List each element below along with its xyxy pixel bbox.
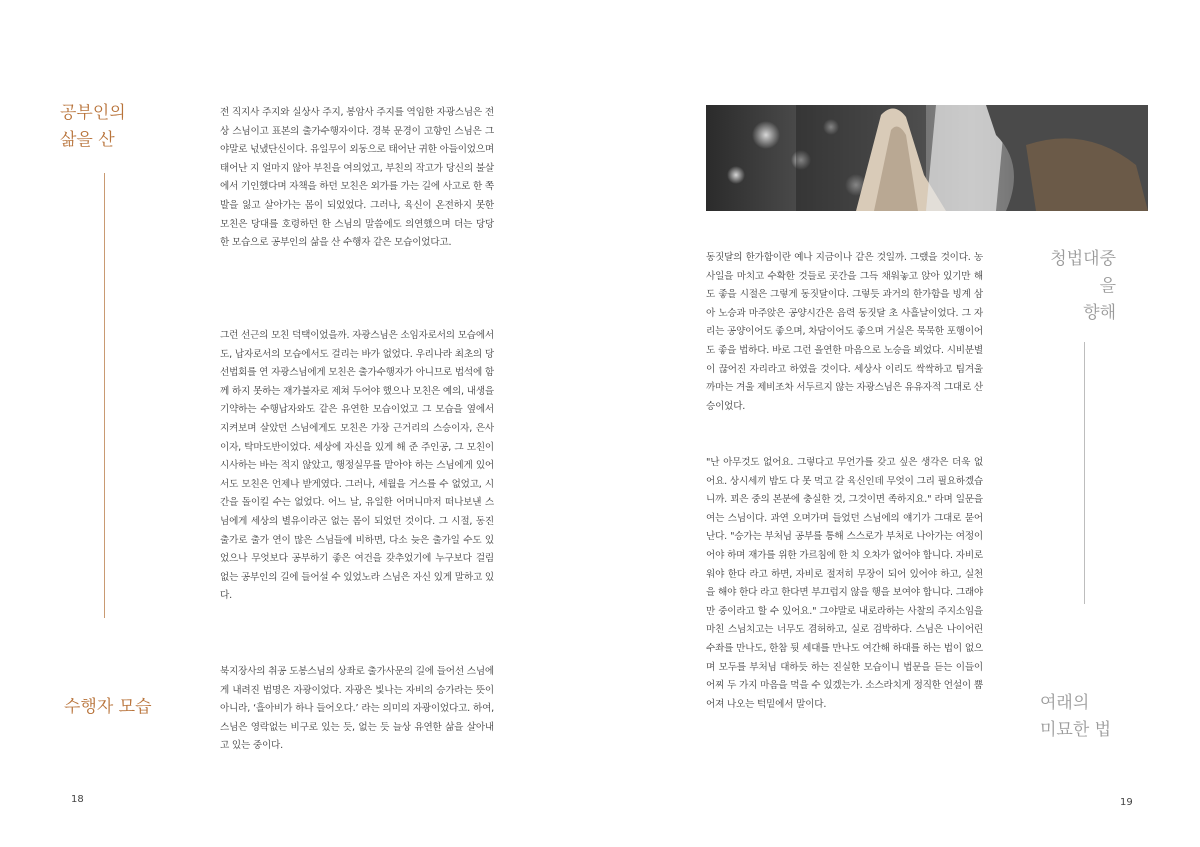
praying-hands-photo bbox=[706, 105, 1148, 211]
vertical-divider bbox=[1084, 342, 1085, 604]
section-title-bottom: 수행자 모습 bbox=[64, 697, 152, 717]
paragraph-2: 그런 선근의 모친 덕택이었을까. 자광스님은 소임자로서의 모습에서도, 납자로서의 모습에서도 걸리는 바가 없었다. 우리나라 최초의 당선법회를 연 자광스님에게 모친은 출가수행자가 아니므로 법석에 함께 하지 못하는 재가불자로 제쳐 두어야 했으나 모친은 예의, 내생을 기약하는 수행납자와도 같은 유연한 모습이었고 그 모습을 옆에서 지켜보며 살았던 스님에게도 모친은 가장 근거리의 스승이자, 은사이자, 탁마도반이었다. 세상에 자신을 있게 해 준 주인공, 그 모친이 시사하는 바는 적지 않았고, 행정실무를 맡아야 하는 스님에게 있어서도 모친은 언제나 받게였다. 그러나, 세월을 거스를 수 없었고, 시간을 돌이킬 수는 없었다. 어느 날, 유일한 어머니마저 떠나보낸 스님에게 세상의 별유이라곤 없는 몸이 되었던 것이다. 그 시절, 동진출가로 출가 연이 많은 스님들에 비하면, 다소 늦은 출가일 수도 있었으나 무엇보다 공부하기 좋은 여건을 갖추었기에 누구보다 걸림 없는 공부인의 길에 들어설 수 있었노라 스님은 자신 있게 말하고 있다. bbox=[220, 330, 494, 602]
praying-hands-image bbox=[706, 105, 1148, 211]
page-number: 18 bbox=[71, 794, 84, 805]
paragraph-2: "난 아무것도 없어요. 그렇다고 무언가를 갖고 싶은 생각은 더욱 없어요. 상시세끼 밥도 다 못 먹고 갈 육신인데 무엇이 그리 필요하겠습니까. 꾀은 중의 본분에 충실한 것, 그것이면 족하지요." 라며 일문을 여는 스님이다. 과연 오며가며 들었던 스님에의 얘기가 그대로 묻어난다. "승가는 부처님 공부를 통해 스스로가 부처로 나아가는 여정이어야 하며 재가를 위한 가르침에 한 치 오차가 없어야 합니다. 자비로워야 한다 라고 하면, 자비로 절저히 무장이 되어 있어야 하고, 실천을 해야 한다 라고 한다면 부끄럽지 않을 행을 보여야 합니다. 그래야만 중이라고 할 수 있어요." 그야말로 내로라하는 사찰의 주지소임을 마친 스님치고는 너무도 겸허하고, 실로 검박하다. 스님은 나이어린 수좌를 만나도, 한참 뒷 세대를 만나도 여간해 하대를 하는 법이 없으며 모두를 부처님 대하듯 하는 진실한 모습이니 법문을 듣는 이들이 어찌 두 가지 마음을 먹을 수 있겠는가. 소스라치게 정직한 언설이 뿜어져 나오는 턱밑에서 말이다. bbox=[706, 457, 983, 710]
section-title-bottom: 여래의 미묘한 법 bbox=[1040, 693, 1112, 740]
paragraph-1: 전 직지사 주지와 실상사 주지, 봉암사 주지를 역임한 자광스님은 전상 스님이고 표본의 출가수행자이다. 경북 문경이 고향인 스님은 그야말로 넋냈단신이다. 유일무이 외동으로 태어난 귀한 아들이었으며 태어난 지 얼마지 않아 부친을 여의었고, 부친의 작고가 당신의 불살에서 기인했다며 자책을 하던 모친은 외가를 가는 길에 사고로 한 쪽 발을 잃고 살아가는 몸이 되었었다. 그러나, 육신이 온전하지 못한 모친은 당대를 호령하던 한 스님의 말씀에도 의연했으며 더는 당당한 모습으로 공부인의 삶을 산 수행자 같은 모습이었다고. bbox=[220, 107, 494, 249]
vertical-divider bbox=[104, 173, 105, 618]
right-page bbox=[600, 0, 1200, 847]
section-title-top: 청법대중을 향해 bbox=[1050, 249, 1116, 323]
section-title-top: 공부인의 삶을 산 bbox=[60, 103, 126, 150]
page-number: 19 bbox=[1120, 797, 1133, 808]
paragraph-3: 북지장사의 취공 도봉스님의 상좌로 출가사문의 길에 들어선 스님에게 내려진 법명은 자광이었다. 자광은 빛나는 자비의 승가라는 뜻이 아니라, ‘흘아비가 하나 들어오다.’ 라는 의미의 자광이었다고. 하여, 스님은 영락없는 비구로 있는 듯, 없는 듯 늘상 유연한 삶을 살아내고 있는 중이다. bbox=[220, 666, 494, 752]
paragraph-1: 동짓달의 한가함이란 예나 지금이나 같은 것일까. 그랬을 것이다. 농사일을 마치고 수확한 것들로 곳간을 그득 채워놓고 앉아 있기만 해도 좋을 시절은 그렇게 동짓달이다. 그렇듯 과거의 한가함을 빙계 삼아 노승과 마주앉은 공양시간은 음력 동짓달 초 사흘날이었다. 그 자리는 공양이어도 좋으며, 차담이어도 좋으며 거실은 묵묵한 포행이어도 좋을 법하다. 바로 그런 올연한 마음으로 노승을 뵈었다. 시비분별이 끊어진 자리라고 하였을 것이다. 세상사 이리도 싹싹하고 팀겨울까마는 겨울 제비조차 서두르지 않는 자광스님은 유유자적 그대로 산승이었다. bbox=[706, 252, 983, 412]
